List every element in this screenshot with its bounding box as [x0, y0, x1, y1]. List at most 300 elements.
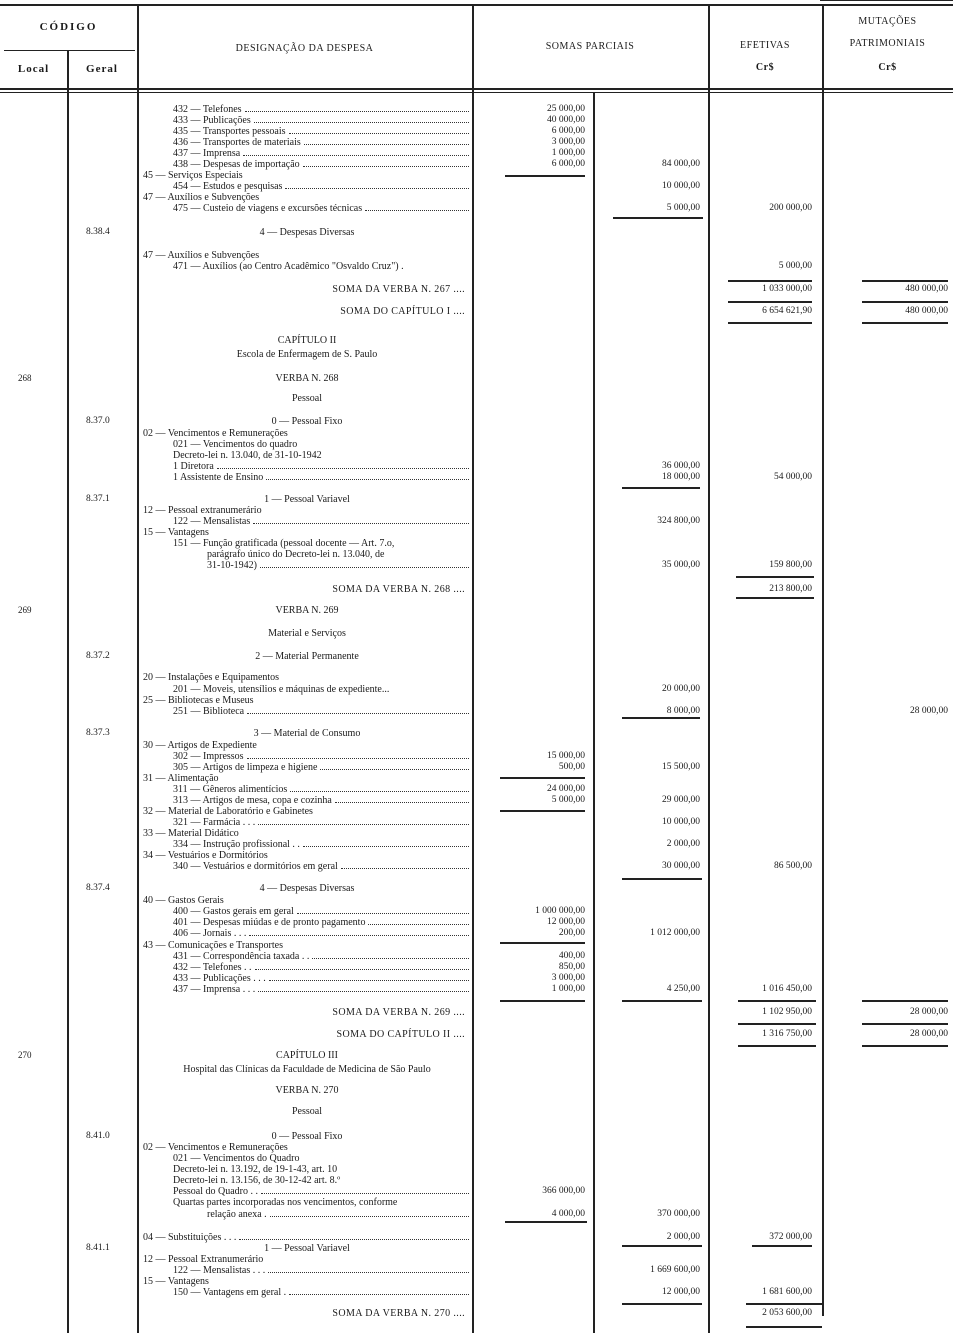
code-local: 269: [18, 605, 32, 615]
efetivas-value: 1 016 450,00: [762, 984, 812, 994]
table-row: [0, 1197, 953, 1208]
expense-designation: [143, 895, 471, 906]
designation-text: 150 — Vantagens em geral .: [173, 1287, 287, 1298]
designation-text: 201 — Moveis, utensílios e máquinas de expediente...: [173, 684, 390, 695]
designation-text: 02 — Vencimentos e Remunerações: [143, 1142, 288, 1153]
expense-designation: [207, 560, 471, 571]
code-local: 268: [18, 373, 32, 383]
expense-designation: [143, 335, 471, 346]
expense-designation: [143, 806, 471, 817]
code-geral: 8.38.4: [86, 227, 110, 237]
header-codigo: CÓDIGO: [39, 21, 98, 33]
partial-sum-1: 850,00: [558, 962, 585, 972]
sum-rule: [862, 1045, 948, 1047]
expense-designation: [143, 1276, 471, 1287]
sum-rule: [738, 1000, 816, 1002]
designation-text: 406 — Jornais . . .: [173, 928, 247, 939]
designation-text: 0 — Pessoal Fixo: [271, 1131, 343, 1142]
partial-sum-2: 1 669 600,00: [650, 1265, 700, 1275]
header-efetivas-unit: Cr$: [755, 62, 775, 73]
designation-text: 1 — Pessoal Variavel: [264, 494, 350, 505]
table-row: [0, 672, 953, 683]
partial-sum-1: 12 000,00: [547, 917, 585, 927]
expense-designation: [173, 126, 471, 137]
dot-leader: [289, 1294, 469, 1295]
dot-leader: [341, 868, 469, 869]
table-row: [0, 1153, 953, 1164]
expense-designation: [143, 1085, 471, 1096]
expense-designation: [173, 1175, 471, 1186]
partial-sum-2: 324 800,00: [657, 516, 700, 526]
dot-leader: [255, 969, 469, 970]
header-designacao: DESIGNAÇÃO DA DESPESA: [235, 43, 374, 54]
table-row: [0, 1254, 953, 1265]
table-row: [0, 181, 953, 192]
designation-text: Escola de Enfermagem de S. Paulo: [236, 349, 378, 360]
designation-text: 45 — Serviços Especiais: [143, 170, 243, 181]
code-geral: 8.41.1: [86, 1243, 110, 1253]
designation-text: 20 — Instalações e Equipamentos: [143, 672, 280, 683]
expense-designation: [143, 416, 471, 427]
expense-designation: [173, 159, 471, 170]
designation-text: Material e Serviços: [268, 628, 346, 639]
dot-leader: [270, 1216, 469, 1217]
expense-designation: [143, 306, 471, 317]
top-border-right: [820, 0, 953, 1]
table-row: [0, 126, 953, 137]
expense-designation: [143, 527, 471, 538]
partial-sum-2: 1 012 000,00: [650, 928, 700, 938]
expense-designation: [173, 104, 471, 115]
expense-designation: [143, 628, 471, 639]
expense-designation: [143, 393, 471, 404]
dot-leader: [285, 188, 469, 189]
table-row: [0, 973, 953, 984]
designation-text: Quartas partes incorporadas nos vencimentos, conforme: [173, 1197, 398, 1208]
header-efetivas: EFETIVAS: [740, 40, 790, 51]
table-row: [0, 472, 953, 483]
efetivas-value: 1 681 600,00: [762, 1287, 812, 1297]
expense-designation: [143, 695, 471, 706]
expense-designation: [143, 284, 471, 295]
expense-designation: [173, 762, 471, 773]
designation-text: 433 — Publicações . . .: [173, 973, 266, 984]
top-border: [0, 4, 953, 6]
designation-text: 432 — Telefones: [173, 104, 242, 115]
expense-designation: [143, 740, 471, 751]
partial-sum-2: 20 000,00: [662, 684, 700, 694]
table-row: [0, 817, 953, 828]
partial-sum-2: 36 000,00: [662, 461, 700, 471]
designation-text: 438 — Despesas de importação: [173, 159, 300, 170]
designation-text: 433 — Publicações: [173, 115, 251, 126]
designation-text: 25 — Bibliotecas e Museus: [143, 695, 254, 706]
expense-designation: [143, 728, 471, 739]
expense-designation: [173, 1153, 471, 1164]
designation-text: 04 — Substituições . . .: [143, 1232, 237, 1243]
mutacoes-value: 480 000,00: [905, 284, 948, 294]
section-heading-row: [0, 651, 953, 662]
designation-text: 15 — Vantagens: [143, 1276, 209, 1287]
table-row: [0, 527, 953, 538]
total-row: [0, 306, 953, 317]
expense-designation: [143, 1254, 471, 1265]
designation-text: 02 — Vencimentos e Remunerações: [143, 428, 288, 439]
designation-text: SOMA DO CAPÍTULO I ....: [340, 306, 465, 317]
designation-text: 454 — Estudos e pesquisas: [173, 181, 283, 192]
designation-text: 431 — Correspondência taxada . .: [173, 951, 310, 962]
designation-text: 021 — Vencimentos do quadro: [173, 439, 298, 450]
dot-leader: [217, 468, 469, 469]
dot-leader: [304, 144, 469, 145]
sum-rule: [862, 1023, 948, 1025]
designation-text: 31 — Alimentação: [143, 773, 219, 784]
partial-sum-2: 4 250,00: [666, 984, 700, 994]
table-row: [0, 115, 953, 126]
expense-designation: [207, 1209, 471, 1220]
total-row: [0, 584, 953, 595]
expense-designation: [143, 1308, 471, 1319]
table-row: [0, 806, 953, 817]
sum-rule: [505, 1221, 587, 1223]
header-geral: Geral: [86, 63, 118, 75]
sum-rule: [746, 1303, 822, 1305]
table-row: [0, 170, 953, 181]
designation-text: 31-10-1942): [207, 560, 257, 571]
section-heading-row: [0, 1106, 953, 1117]
dot-leader: [249, 935, 469, 936]
partial-sum-1: 15 000,00: [547, 751, 585, 761]
sum-rule: [736, 576, 814, 578]
partial-sum-1: 1 000 000,00: [535, 906, 585, 916]
designation-text: 436 — Transportes de materiais: [173, 137, 301, 148]
section-heading-row: [0, 1085, 953, 1096]
expense-designation: [173, 516, 471, 527]
designation-text: 122 — Mensalistas . . .: [173, 1265, 266, 1276]
expense-designation: [173, 1164, 471, 1175]
designation-text: 33 — Material Didático: [143, 828, 239, 839]
designation-text: 302 — Impressos: [173, 751, 244, 762]
expense-designation: [173, 538, 471, 549]
designation-text: 40 — Gastos Gerais: [143, 895, 224, 906]
partial-sum-1: 3 000,00: [551, 973, 585, 983]
dot-leader: [266, 479, 469, 480]
table-row: [0, 850, 953, 861]
dot-leader: [261, 1193, 469, 1194]
expense-designation: [143, 584, 471, 595]
sum-rule: [738, 1045, 816, 1047]
table-row: [0, 192, 953, 203]
sum-rule: [622, 1000, 702, 1002]
section-heading-row: [0, 349, 953, 360]
expense-designation: [143, 773, 471, 784]
partial-sum-2: 8 000,00: [666, 706, 700, 716]
dot-leader: [247, 758, 469, 759]
designation-text: Hospital das Clínicas da Faculdade de Medicina de São Paulo: [183, 1064, 431, 1075]
sum-rule: [500, 810, 585, 812]
dot-leader: [303, 166, 469, 167]
sum-rule: [505, 175, 585, 177]
designation-text: 47 — Auxílios e Subvenções: [143, 192, 260, 203]
designation-text: VERBA N. 270: [275, 1085, 339, 1096]
table-row: [0, 895, 953, 906]
dot-leader: [268, 1272, 469, 1273]
mutacoes-value: 28 000,00: [910, 1029, 948, 1039]
table-row: [0, 1265, 953, 1276]
table-row: [0, 505, 953, 516]
expense-designation: [173, 861, 471, 872]
sum-rule: [613, 217, 703, 219]
designation-text: 122 — Mensalistas: [173, 516, 251, 527]
dot-leader: [258, 824, 469, 825]
table-row: [0, 839, 953, 850]
expense-designation: [173, 461, 471, 472]
sum-rule: [728, 322, 812, 324]
expense-designation: [173, 1186, 471, 1197]
designation-text: Pessoal: [292, 1106, 322, 1117]
dot-leader: [289, 133, 469, 134]
dot-leader: [253, 523, 469, 524]
partial-sum-1: 24 000,00: [547, 784, 585, 794]
expense-designation: [173, 906, 471, 917]
header-mutacoes-unit: Cr$: [878, 62, 897, 73]
dot-leader: [312, 958, 469, 959]
efetivas-value: 6 654 621,90: [762, 306, 812, 316]
partial-sum-2: 35 000,00: [662, 560, 700, 570]
table-row: [0, 762, 953, 773]
dot-leader: [297, 913, 469, 914]
expense-designation: [173, 973, 471, 984]
sum-rule: [728, 301, 812, 303]
designation-text: Decreto-lei n. 13.156, de 30-12-42 art. 8.º: [173, 1175, 341, 1186]
designation-text: SOMA DO CAPÍTULO II ....: [336, 1029, 465, 1040]
table-row: [0, 516, 953, 527]
expense-designation: [173, 450, 471, 461]
partial-sum-2: 18 000,00: [662, 472, 700, 482]
table-row: [0, 461, 953, 472]
table-row: [0, 706, 953, 717]
mutacoes-value: 28 000,00: [910, 1007, 948, 1017]
table-row: [0, 203, 953, 214]
efetivas-value: 86 500,00: [774, 861, 812, 871]
partial-sum-1: 200,00: [558, 928, 585, 938]
designation-text: SOMA DA VERBA N. 267 ....: [332, 284, 465, 295]
designation-text: Pessoal: [292, 393, 322, 404]
designation-text: Decreto-lei n. 13.040, de 31-10-1942: [173, 450, 322, 461]
dot-leader: [254, 122, 469, 123]
expense-designation: [173, 137, 471, 148]
table-row: [0, 450, 953, 461]
dot-leader: [368, 924, 469, 925]
partial-sum-1: 400,00: [558, 951, 585, 961]
partial-sum-1: 366 000,00: [542, 1186, 585, 1196]
partial-sum-1: 4 000,00: [551, 1209, 585, 1219]
table-row: [0, 549, 953, 560]
designation-text: SOMA DA VERBA N. 269 ....: [332, 1007, 465, 1018]
total-row: [0, 284, 953, 295]
partial-sum-2: 5 000,00: [666, 203, 700, 213]
code-geral: 8.37.1: [86, 494, 110, 504]
designation-text: Decreto-lei n. 13.192, de 19-1-43, art. 10: [173, 1164, 338, 1175]
designation-text: 471 — Auxílios (ao Centro Acadêmico "Osvaldo Cruz") .: [173, 261, 404, 272]
section-heading-row: [0, 1050, 953, 1061]
table-row: [0, 928, 953, 939]
sum-rule: [862, 1000, 948, 1002]
expense-designation: [173, 115, 471, 126]
designation-text: 3 — Material de Consumo: [253, 728, 361, 739]
designation-text: 475 — Custeio de viagens e excursões técnicas: [173, 203, 363, 214]
total-row: [0, 1029, 953, 1040]
section-heading-row: [0, 227, 953, 238]
efetivas-value: 2 053 600,00: [762, 1308, 812, 1318]
expense-designation: [143, 850, 471, 861]
designation-text: 0 — Pessoal Fixo: [271, 416, 343, 427]
table-row: [0, 784, 953, 795]
sum-rule: [500, 1000, 585, 1002]
expense-designation: [143, 1007, 471, 1018]
expense-designation: [143, 1106, 471, 1117]
sum-rule: [862, 280, 948, 282]
mutacoes-value: 480 000,00: [905, 306, 948, 316]
total-row: [0, 1308, 953, 1319]
efetivas-value: 372 000,00: [769, 1232, 812, 1242]
designation-text: 400 — Gastos gerais em geral: [173, 906, 294, 917]
designation-text: 32 — Material de Laboratório e Gabinetes: [143, 806, 313, 817]
expense-designation: [173, 839, 471, 850]
expense-designation: [173, 684, 471, 695]
header-mutacoes: MUTAÇÕES: [858, 16, 917, 27]
section-heading-row: [0, 728, 953, 739]
designation-text: 437 — Imprensa: [173, 148, 241, 159]
designation-text: 435 — Transportes pessoais: [173, 126, 286, 137]
section-heading-row: [0, 628, 953, 639]
designation-text: 12 — Pessoal extranumerário: [143, 505, 262, 516]
expense-designation: [173, 472, 471, 483]
sum-rule: [622, 1303, 702, 1305]
section-heading-row: [0, 1064, 953, 1075]
expense-designation: [173, 928, 471, 939]
table-row: [0, 560, 953, 571]
table-row: [0, 861, 953, 872]
table-row: [0, 906, 953, 917]
expense-designation: [173, 951, 471, 962]
table-row: [0, 104, 953, 115]
designation-text: CAPÍTULO III: [276, 1050, 338, 1061]
partial-sum-2: 10 000,00: [662, 817, 700, 827]
table-row: [0, 1164, 953, 1175]
table-row: [0, 695, 953, 706]
header-somas-parciais: SOMAS PARCIAIS: [545, 41, 635, 52]
table-row: [0, 917, 953, 928]
table-row: [0, 1209, 953, 1220]
partial-sum-1: 40 000,00: [547, 115, 585, 125]
designation-text: relação anexa .: [207, 1209, 267, 1220]
table-row: [0, 751, 953, 762]
table-row: [0, 428, 953, 439]
sum-rule: [622, 1245, 702, 1247]
designation-text: 305 — Artigos de limpeza e higiene: [173, 762, 318, 773]
expense-designation: [143, 672, 471, 683]
sum-rule: [862, 301, 948, 303]
designation-text: 34 — Vestuários e Dormitórios: [143, 850, 268, 861]
expense-designation: [143, 828, 471, 839]
efetivas-value: 5 000,00: [778, 261, 812, 271]
table-row: [0, 1287, 953, 1298]
section-heading-row: [0, 883, 953, 894]
expense-designation: [143, 1050, 471, 1061]
table-row: [0, 684, 953, 695]
designation-text: 432 — Telefones . .: [173, 962, 252, 973]
header-bottom-border-2: [0, 92, 953, 93]
partial-sum-2: 12 000,00: [662, 1287, 700, 1297]
designation-text: 30 — Artigos de Expediente: [143, 740, 257, 751]
header-codigo-divider: [4, 50, 135, 51]
partial-sum-2: 15 500,00: [662, 762, 700, 772]
sum-rule: [738, 1023, 816, 1025]
dot-leader: [365, 210, 469, 211]
expense-designation: [173, 784, 471, 795]
code-geral: 8.37.4: [86, 883, 110, 893]
total-row: [0, 1007, 953, 1018]
designation-text: VERBA N. 269: [275, 605, 339, 616]
expense-designation: [143, 494, 471, 505]
dot-leader: [290, 791, 469, 792]
efetivas-value: 1 316 750,00: [762, 1029, 812, 1039]
section-heading-row: [0, 605, 953, 616]
expense-designation: [173, 203, 471, 214]
expense-designation: [143, 192, 471, 203]
table-row: [0, 1232, 953, 1243]
table-row: [0, 828, 953, 839]
partial-sum-2: 10 000,00: [662, 181, 700, 191]
table-row: [0, 773, 953, 784]
designation-text: 4 — Despesas Diversas: [259, 883, 355, 894]
table-row: [0, 962, 953, 973]
designation-text: 1 Diretora: [173, 461, 214, 472]
expense-designation: [173, 1265, 471, 1276]
designation-text: 321 — Farmácia . . .: [173, 817, 256, 828]
expense-designation: [173, 984, 471, 995]
expense-designation: [143, 349, 471, 360]
table-row: [0, 984, 953, 995]
designation-text: CAPÍTULO II: [277, 335, 337, 346]
efetivas-value: 54 000,00: [774, 472, 812, 482]
dot-leader: [260, 567, 469, 568]
code-geral: 8.37.2: [86, 651, 110, 661]
sum-rule: [862, 322, 948, 324]
expense-designation: [143, 505, 471, 516]
partial-sum-1: 6 000,00: [551, 126, 585, 136]
code-geral: 8.37.3: [86, 728, 110, 738]
table-row: [0, 1142, 953, 1153]
table-row: [0, 940, 953, 951]
partial-sum-2: 370 000,00: [657, 1209, 700, 1219]
mutacoes-value: 28 000,00: [910, 706, 948, 716]
header-bottom-border: [0, 88, 953, 90]
expense-designation: [143, 373, 471, 384]
efetivas-value: 200 000,00: [769, 203, 812, 213]
table-row: [0, 250, 953, 261]
code-local: 270: [18, 1050, 32, 1060]
designation-text: parágrafo único do Decreto-lei n. 13.040, de: [207, 549, 385, 560]
dot-leader: [247, 713, 469, 714]
section-heading-row: [0, 494, 953, 505]
section-heading-row: [0, 1131, 953, 1142]
expense-designation: [143, 1131, 471, 1142]
designation-text: 12 — Pessoal Extranumerário: [143, 1254, 264, 1265]
table-row: [0, 1186, 953, 1197]
dot-leader: [243, 155, 469, 156]
